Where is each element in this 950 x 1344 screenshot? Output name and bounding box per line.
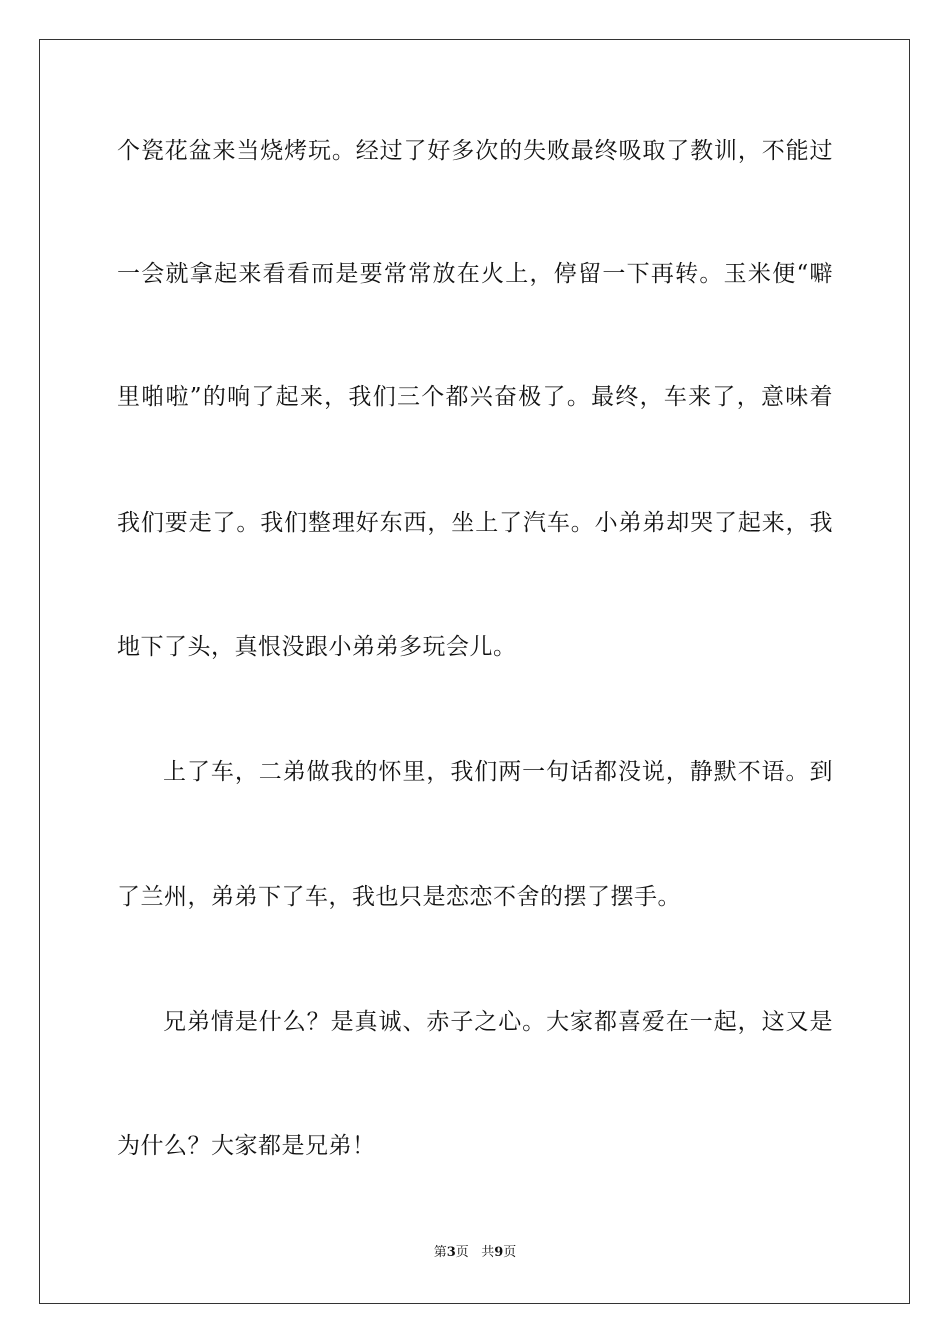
body-text-line: 地下了头，真恨没跟小弟弟多玩会儿。 [117, 634, 517, 660]
footer-page-suffix: 页 [455, 1245, 469, 1260]
body-text-line: 为什么？大家都是兄弟！ [117, 1133, 376, 1159]
paragraph-first-line: 兄弟情是什么？是真诚、赤子之心。大家都喜爱在一起，这又是 [163, 1009, 833, 1035]
footer-total-suffix: 页 [503, 1245, 517, 1260]
footer-total-prefix: 共 [481, 1245, 495, 1260]
footer-current-page: 3 [446, 1245, 456, 1260]
paragraph-first-line: 上了车，二弟做我的怀里，我们两一句话都没说，静默不语。到 [163, 759, 833, 785]
body-text-line: 一会就拿起来看看而是要常常放在火上，停留一下再转。玉米便“噼 [117, 261, 833, 287]
page-border [39, 39, 910, 1304]
body-text-line: 我们要走了。我们整理好东西，坐上了汽车。小弟弟却哭了起来，我 [117, 510, 833, 536]
footer-total-pages: 9 [494, 1245, 504, 1260]
footer-page-prefix: 第 [433, 1245, 447, 1260]
body-text-line: 个瓷花盆来当烧烤玩。经过了好多次的失败最终吸取了教训，不能过 [117, 138, 833, 164]
body-text-line: 里啪啦”的响了起来，我们三个都兴奋极了。最终，车来了，意味着 [117, 384, 833, 410]
body-text-line: 了兰州，弟弟下了车，我也只是恋恋不舍的摆了摆手。 [117, 884, 681, 910]
page-footer [0, 1245, 950, 1261]
